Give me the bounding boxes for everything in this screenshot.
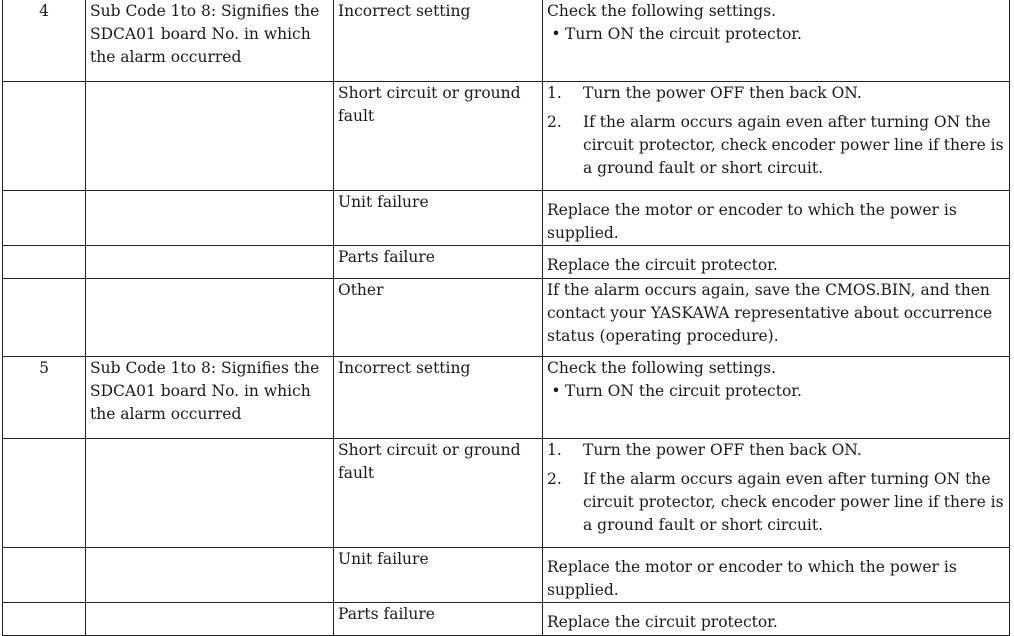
- table-row: [3, 357, 1010, 439]
- table-row: [3, 603, 1010, 636]
- cause-cell: Short circuit or ground fault: [334, 82, 543, 191]
- table-row: [3, 439, 1010, 548]
- step-text: Turn the power OFF then back ON.: [583, 441, 862, 459]
- list-item: [547, 468, 1005, 537]
- remedy-bullet-item: [547, 380, 1005, 403]
- empty-cell: [3, 82, 86, 191]
- remedy-cell: [543, 82, 1010, 191]
- empty-cell: [86, 246, 334, 279]
- cause-cell: Other: [334, 279, 543, 357]
- empty-cell: [3, 603, 86, 636]
- sub-code-cell: Sub Code 1to 8: Signifies the SDCA01 board No. in which the alarm occurred: [86, 0, 334, 82]
- alarm-code-cell: 5: [3, 357, 86, 439]
- empty-cell: [3, 246, 86, 279]
- step-number: 1.: [547, 441, 562, 459]
- remedy-cell: [543, 0, 1010, 82]
- remedy-bullet-item: [547, 23, 1005, 46]
- alarm-troubleshooting-table: [2, 0, 1010, 636]
- table-row: [3, 246, 1010, 279]
- bullet-icon: •: [551, 25, 561, 43]
- table-row: [3, 191, 1010, 246]
- empty-cell: [86, 191, 334, 246]
- cause-cell: Unit failure: [334, 548, 543, 603]
- empty-cell: [3, 439, 86, 548]
- step-text: If the alarm occurs again even after turning ON the circuit protector, check encoder power line if there is a ground fault or short circuit.: [583, 470, 1004, 534]
- cause-cell: Parts failure: [334, 603, 543, 636]
- table-row: [3, 279, 1010, 357]
- step-number: 1.: [547, 84, 562, 102]
- empty-cell: [3, 191, 86, 246]
- empty-cell: [3, 279, 86, 357]
- remedy-intro: Check the following settings.: [547, 2, 777, 20]
- remedy-steps-list: [547, 439, 1005, 537]
- remedy-cell: Replace the circuit protector.: [543, 246, 1010, 279]
- step-text: If the alarm occurs again even after turning ON the circuit protector, check encoder power line if there is a ground fault or short circuit.: [583, 113, 1004, 177]
- list-item: [547, 111, 1005, 180]
- table-row: [3, 548, 1010, 603]
- list-item: [547, 82, 1005, 105]
- sub-code-cell: Sub Code 1to 8: Signifies the SDCA01 board No. in which the alarm occurred: [86, 357, 334, 439]
- step-text: Turn the power OFF then back ON.: [583, 84, 862, 102]
- remedy-cell: Replace the motor or encoder to which the power is supplied.: [543, 548, 1010, 603]
- step-number: 2.: [547, 470, 562, 488]
- remedy-cell: Replace the circuit protector.: [543, 603, 1010, 636]
- empty-cell: [86, 603, 334, 636]
- remedy-cell: [543, 439, 1010, 548]
- empty-cell: [3, 548, 86, 603]
- empty-cell: [86, 279, 334, 357]
- remedy-cell: Replace the motor or encoder to which the power is supplied.: [543, 191, 1010, 246]
- step-number: 2.: [547, 113, 562, 131]
- bullet-icon: •: [551, 382, 561, 400]
- cause-cell: Parts failure: [334, 246, 543, 279]
- cause-cell: Incorrect setting: [334, 0, 543, 82]
- cause-cell: Incorrect setting: [334, 357, 543, 439]
- list-item: [547, 439, 1005, 462]
- empty-cell: [86, 548, 334, 603]
- remedy-intro: Check the following settings.: [547, 359, 777, 377]
- remedy-steps-list: [547, 82, 1005, 180]
- table-row: [3, 82, 1010, 191]
- table-row: [3, 0, 1010, 82]
- empty-cell: [86, 82, 334, 191]
- cause-cell: Short circuit or ground fault: [334, 439, 543, 548]
- alarm-code-cell: 4: [3, 0, 86, 82]
- empty-cell: [86, 439, 334, 548]
- remedy-cell: [543, 357, 1010, 439]
- cause-cell: Unit failure: [334, 191, 543, 246]
- remedy-bullet-text: Turn ON the circuit protector.: [565, 382, 802, 400]
- remedy-bullet-text: Turn ON the circuit protector.: [565, 25, 802, 43]
- remedy-cell: If the alarm occurs again, save the CMOS.BIN, and then contact your YASKAWA representative about occurrence status (operating procedure).: [543, 279, 1010, 357]
